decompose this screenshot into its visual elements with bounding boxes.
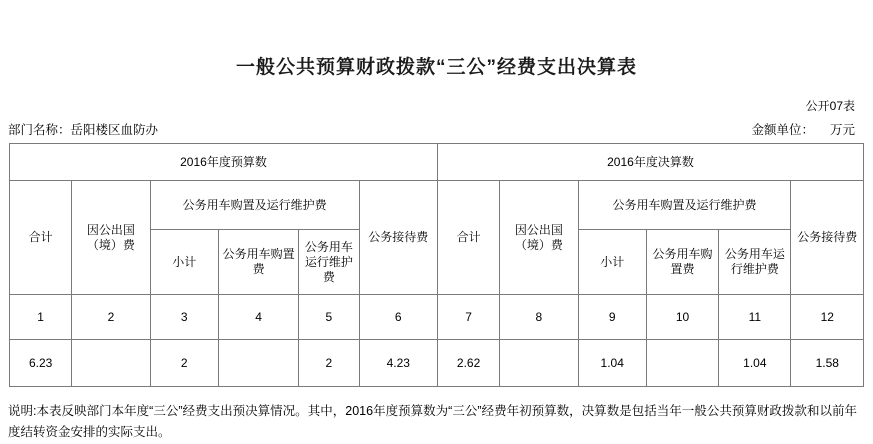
meta-row [0, 114, 873, 143]
value-cell [646, 340, 718, 387]
column-number: 11 [719, 295, 791, 340]
header-total-final: 合计 [437, 181, 499, 295]
value-cell: 2 [299, 340, 359, 387]
unit-info [751, 120, 855, 138]
budget-table [9, 143, 864, 387]
column-number: 7 [437, 295, 499, 340]
header-reception-budget: 公务接待费 [359, 181, 437, 295]
header-reception-final: 公务接待费 [791, 181, 864, 295]
unit-label: 金额单位： [751, 123, 814, 137]
value-cell [218, 340, 298, 387]
column-number: 5 [299, 295, 359, 340]
header-vehicle-subtotal-final: 小计 [578, 230, 646, 295]
header-vehicle-operation-budget: 公务用车运行维护费 [299, 230, 359, 295]
department-info [8, 120, 158, 138]
table-row-values [10, 340, 864, 387]
value-cell: 1.58 [791, 340, 864, 387]
group-header-final: 2016年度决算数 [437, 144, 863, 181]
column-number: 9 [578, 295, 646, 340]
table-note: 说明:本表反映部门本年度“三公”经费支出预决算情况。其中，2016年度预算数为“三公”经费年初预算数，决算数是包括当年一般公共预算财政拨款和以前年度结转资金安排的实际支出。 [8, 404, 857, 440]
group-header-budget: 2016年度预算数 [10, 144, 438, 181]
value-cell: 2 [150, 340, 218, 387]
value-cell: 1.04 [719, 340, 791, 387]
header-abroad-final: 因公出国（境）费 [500, 181, 578, 295]
header-vehicle-purchase-budget: 公务用车购置费 [218, 230, 298, 295]
header-vehicle-operation-final: 公务用车运行维护费 [719, 230, 791, 295]
unit-value: 万元 [829, 123, 855, 137]
value-cell: 6.23 [10, 340, 72, 387]
table-row-column-numbers [10, 295, 864, 340]
column-number: 2 [72, 295, 150, 340]
header-vehicle-group-budget: 公务用车购置及运行维护费 [150, 181, 359, 230]
column-number: 10 [646, 295, 718, 340]
value-cell [72, 340, 150, 387]
page-title: 一般公共预算财政拨款“三公”经费支出决算表 [235, 57, 637, 78]
form-code: 公开07表 [805, 99, 855, 113]
value-cell: 4.23 [359, 340, 437, 387]
value-cell [500, 340, 578, 387]
header-abroad-budget: 因公出国（境）费 [72, 181, 150, 295]
column-number: 8 [500, 295, 578, 340]
header-vehicle-group-final: 公务用车购置及运行维护费 [578, 181, 791, 230]
department-label: 部门名称： [8, 123, 71, 137]
header-total-budget: 合计 [10, 181, 72, 295]
table-row-header-1 [10, 181, 864, 230]
table-row-group-header [10, 144, 864, 181]
column-number: 1 [10, 295, 72, 340]
value-cell: 1.04 [578, 340, 646, 387]
column-number: 12 [791, 295, 864, 340]
department-name: 岳阳楼区血防办 [70, 123, 159, 137]
header-vehicle-purchase-final: 公务用车购置费 [646, 230, 718, 295]
header-vehicle-subtotal-budget: 小计 [150, 230, 218, 295]
column-number: 4 [218, 295, 298, 340]
column-number: 3 [150, 295, 218, 340]
value-cell: 2.62 [437, 340, 499, 387]
column-number: 6 [359, 295, 437, 340]
